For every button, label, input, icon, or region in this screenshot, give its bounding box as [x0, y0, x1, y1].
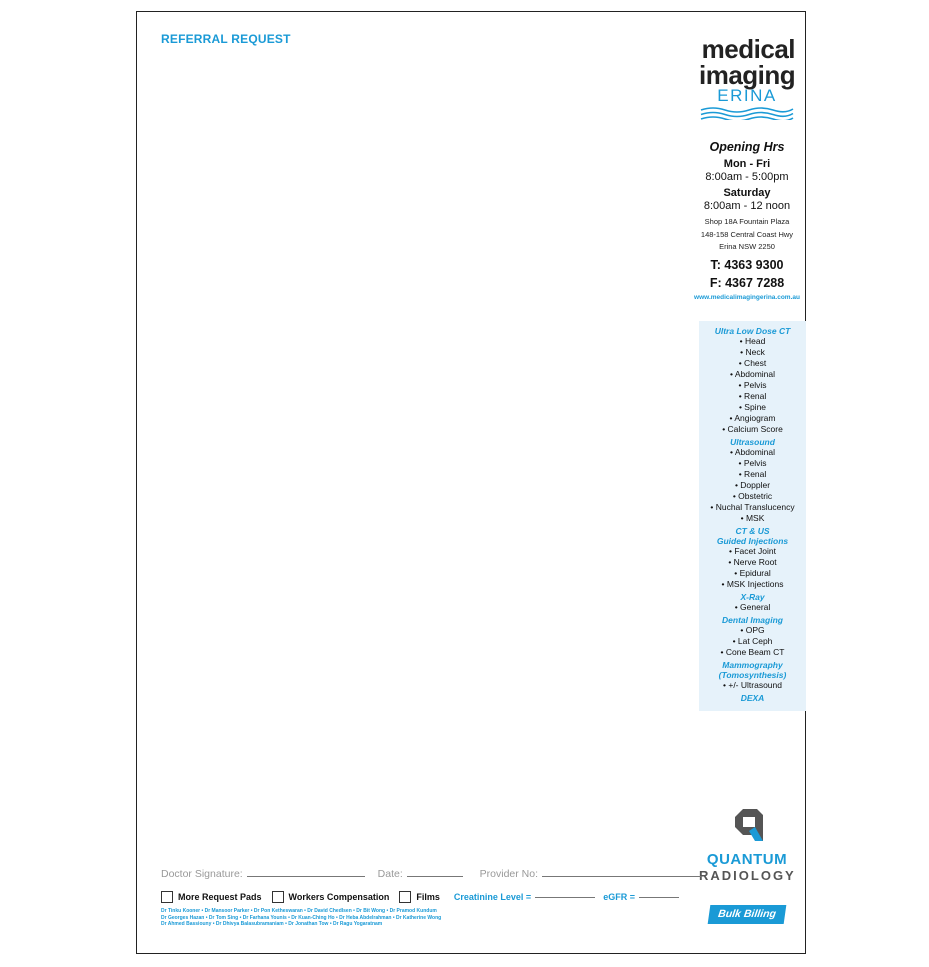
provider-label: Provider No: [479, 868, 539, 880]
doctors-line: Dr Ahmed Bassiouny • Dr Dhivya Balasubramaniam • Dr Jonathan Tow • Dr Ragu Yogaratnam [161, 921, 383, 927]
creatinine-field[interactable] [535, 897, 595, 898]
egfr-label: eGFR = [603, 892, 635, 902]
service-item: • +/- Ultrasound [723, 680, 782, 690]
address [687, 216, 807, 254]
films-label: Films [416, 892, 440, 902]
logo-line-1: medical [701, 34, 795, 64]
service-item: • OPG [740, 625, 765, 635]
egfr-field[interactable] [639, 897, 679, 898]
service-item: • Lat Ceph [732, 636, 773, 646]
options-row [161, 891, 679, 903]
doctor-signature-label: Doctor Signature: [161, 868, 243, 880]
logo-line-3: ERINA [717, 86, 777, 105]
service-item: • Angiogram [729, 413, 776, 423]
logo-line-2: imaging [699, 60, 796, 90]
service-item: • Chest [738, 358, 767, 368]
opening-hours [687, 140, 807, 216]
form-title: REFERRAL REQUEST [161, 32, 291, 46]
date-label: Date: [377, 868, 403, 880]
weekday-hours: 8:00am - 5:00pm [705, 171, 789, 183]
service-heading: Ultrasound [730, 437, 775, 447]
service-item: • Facet Joint [729, 546, 776, 556]
doctors-line: Dr Georges Hazan • Dr Tom Sing • Dr Farhana Younis • Dr Kuan-Ching Ho • Dr Heba Abdelrahman • Dr Katherine Wong [161, 914, 442, 921]
service-heading: CT & US Guided Injections [716, 526, 789, 546]
service-item: • Abdominal [729, 447, 776, 457]
medical-imaging-logo [699, 36, 795, 120]
service-item: • Nuchal Translucency [710, 502, 795, 512]
saturday-hours: 8:00am - 12 noon [703, 200, 791, 212]
service-heading: DEXA [740, 693, 765, 703]
quantum-line-1: QUANTUM [706, 851, 788, 868]
quantum-radiology-logo [699, 805, 795, 883]
service-item: • Head [739, 336, 766, 346]
quantum-q-icon [727, 805, 767, 845]
address-line: Shop 18A Fountain Plaza [704, 217, 790, 226]
saturday-label: Saturday [723, 187, 771, 199]
doctors-line: Dr Tinku Kooner • Dr Mansoor Parker • Dr Pon Ketheswaran • Dr David Chedlsen • Dr Bit Wong • Dr Pramod Kundum [161, 908, 437, 914]
doctor-signature-field[interactable] [247, 876, 365, 877]
service-item: • Nerve Root [728, 557, 777, 567]
services-list [699, 321, 806, 703]
service-item: • Renal [738, 469, 767, 479]
service-item: • General [734, 602, 771, 612]
contact-numbers [687, 256, 807, 292]
quantum-line-2: RADIOLOGY [699, 868, 796, 883]
films-checkbox[interactable] [399, 891, 411, 903]
service-item: • Cone Beam CT [720, 647, 785, 657]
date-field[interactable] [407, 876, 463, 877]
service-heading: Mammography (Tomosynthesis) [718, 660, 787, 680]
creatinine-label: Creatinine Level = [453, 892, 532, 902]
workers-compensation-checkbox[interactable] [272, 891, 284, 903]
doctors-list [161, 908, 491, 928]
service-item: • Obstetric [732, 491, 773, 501]
weekday-label: Mon - Fri [723, 158, 771, 170]
more-request-pads-label: More Request Pads [178, 892, 262, 902]
service-item: • MSK [740, 513, 765, 523]
service-item: • Abdominal [729, 369, 776, 379]
service-item: • Neck [740, 347, 765, 357]
website-link[interactable]: www.medicalimagingerina.com.au [694, 294, 800, 301]
address-line: 148-158 Central Coast Hwy [700, 229, 794, 239]
more-request-pads-checkbox[interactable] [161, 891, 173, 903]
workers-compensation-label: Workers Compensation [288, 892, 390, 902]
service-item: • Pelvis [738, 380, 767, 390]
service-item: • MSK Injections [721, 579, 784, 589]
service-heading: X-Ray [740, 592, 765, 602]
service-item: • Pelvis [738, 458, 767, 468]
service-item: • Renal [738, 391, 767, 401]
phone-number: T: 4363 9300 [710, 258, 784, 272]
opening-hours-heading: Opening Hrs [709, 140, 785, 154]
signature-row [161, 868, 706, 880]
address-line: Erina NSW 2250 [719, 242, 775, 251]
referral-form-page [136, 11, 806, 954]
service-heading: Ultra Low Dose CT [714, 326, 791, 336]
service-item: • Spine [738, 402, 767, 412]
service-heading: Dental Imaging [722, 615, 783, 625]
service-item: • Calcium Score [722, 424, 783, 434]
waves-icon [699, 106, 795, 120]
service-item: • Doppler [734, 480, 771, 490]
fax-number: F: 4367 7288 [709, 276, 785, 290]
service-item: • Epidural [734, 568, 771, 578]
provider-number-field[interactable] [542, 876, 702, 877]
bulk-billing-badge: Bulk Billing [708, 905, 787, 924]
services-panel [699, 321, 806, 711]
